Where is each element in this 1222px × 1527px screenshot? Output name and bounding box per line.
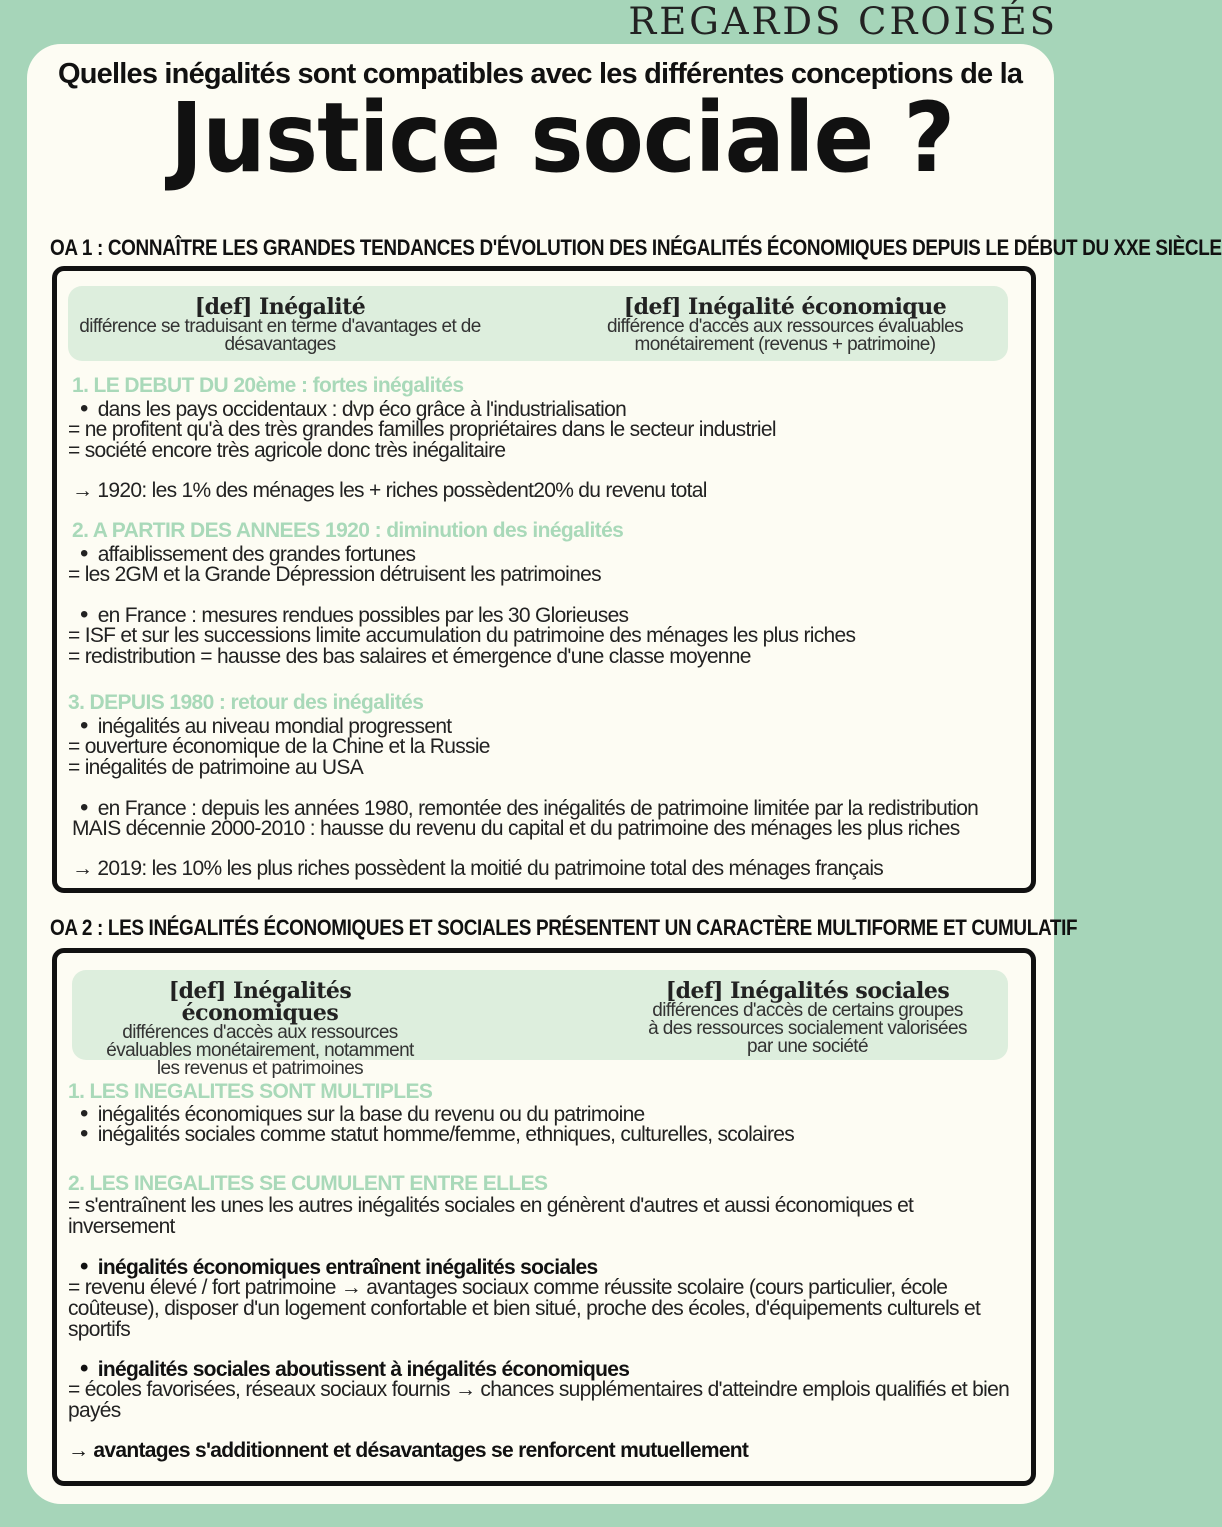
text-line: coûteuse), disposer d'un logement confortable et bien situé, proche des écoles, d'équipements culturels et [68,1297,981,1320]
text-line: = s'entraînent les unes les autres inégalités sociales en génèrent d'autres et aussi économiques et [68,1194,914,1217]
definition-text: évaluables monétairement, notamment [106,1040,414,1061]
text-line: = ne profitent qu'à des très grandes familles propriétaires dans le secteur industriel [68,418,776,441]
bullet-item: • inégalités économiques sur la base du revenu ou du patrimoine [80,1103,645,1125]
definition-inegalites-economiques [90,980,430,1078]
arrow-conclusion: → avantages s'additionnent et désavantages se renforcent mutuellement [68,1439,749,1462]
text-line: MAIS décennie 2000-2010 : hausse du revenu du capital et du patrimoine des ménages les plus riches [72,817,960,840]
section-title: 3. DEPUIS 1980 : retour des inégalités [68,691,424,714]
bullet-item: • inégalités sociales aboutissent à inégalités économiques [80,1358,629,1380]
section-title: 1. LES INEGALITES SONT MULTIPLES [68,1080,433,1103]
header-tag: REGARDS CROISÉS [628,0,1058,43]
page-title: Justice sociale ? [170,82,955,194]
bullet-item: • affaiblissement des grandes fortunes [80,543,415,565]
text-line: = ISF et sur les successions limite accumulation du patrimoine des ménages les plus riches [68,624,856,647]
definition-text: à des ressources socialement valorisées [648,1018,967,1039]
bullet-item: • inégalités au niveau mondial progressent [80,715,451,737]
bullet-item: • en France : mesures rendues possibles par les 30 Glorieuses [80,604,628,626]
text-line: = revenu élevé / fort patrimoine → avantages sociaux comme réussite scolaire (cours particulier, école [68,1276,948,1299]
definition-text: différence d'accès aux ressources évaluables [606,316,964,337]
bullet-item: • inégalités sociales comme statut homme/femme, ethniques, culturelles, scolaires [80,1123,794,1145]
definition-text: désavantages [224,334,336,355]
definition-text: par une société [747,1036,868,1057]
bullet-item: • dans les pays occidentaux : dvp éco grâce à l'industrialisation [80,398,626,420]
question-text: Quelles inégalités sont compatibles avec les différentes conceptions de la [58,58,1023,90]
section-title: 1. LE DEBUT DU 20ème : fortes inégalités [72,374,464,397]
text-line: = redistribution = hausse des bas salaires et émergence d'une classe moyenne [68,645,751,668]
definition-text: différences d'accès aux ressources [122,1022,398,1043]
text-line: payés [68,1399,121,1422]
definition-inegalite-economique [590,296,980,354]
definition-title: [def] Inégalité économique [623,294,947,320]
oa1-heading: OA 1 : CONNAÎTRE LES GRANDES TENDANCES D'ÉVOLUTION DES INÉGALITÉS ÉCONOMIQUES DEPUIS LE DÉBUT DU XXE SIÈCLE [50,235,1222,260]
bullet-item: • en France : depuis les années 1980, remontée des inégalités de patrimoine limitée par la redistribution [80,797,978,819]
text-line: = écoles favorisées, réseaux sociaux fournis → chances supplémentaires d'atteindre emplois qualifiés et bien [68,1378,1010,1401]
text-line: = ouverture économique de la Chine et la Russie [68,735,490,758]
text-line: inversement [68,1215,175,1238]
definition-title: [def] Inégalités économiques [168,978,352,1026]
text-line: = inégalités de patrimoine au USA [68,756,364,779]
arrow-conclusion: → 1920: les 1% des ménages les + riches possèdent20% du revenu total [72,479,707,502]
text-line: = société encore très agricole donc très inégalitaire [68,439,506,462]
definition-text: monétairement (revenus + patrimoine) [634,334,936,355]
definition-text: les revenus et patrimoines [156,1058,364,1079]
definition-title: [def] Inégalités sociales [665,978,950,1004]
definition-text: différences d'accès de certains groupes [652,1000,963,1021]
definition-text: différence se traduisant en terme d'avantages et de [79,316,481,337]
text-line: = les 2GM et la Grande Dépression détruisent les patrimoines [68,563,601,586]
section-title: 2. LES INEGALITES SE CUMULENT ENTRE ELLES [68,1172,548,1195]
oa2-heading: OA 2 : LES INÉGALITÉS ÉCONOMIQUES ET SOCIALES PRÉSENTENT UN CARACTÈRE MULTIFORME ET CUMULATIF [50,915,1078,940]
arrow-conclusion: → 2019: les 10% les plus riches possèdent la moitié du patrimoine total des ménages français [72,857,884,880]
definition-title: [def] Inégalité [194,294,366,320]
section-title: 2. A PARTIR DES ANNEES 1920 : diminution des inégalités [72,519,624,542]
text-line: sportifs [68,1318,131,1341]
bullet-item: • inégalités économiques entraînent inégalités sociales [80,1256,597,1278]
definition-inegalite [70,296,490,354]
definition-inegalites-sociales [635,980,980,1056]
